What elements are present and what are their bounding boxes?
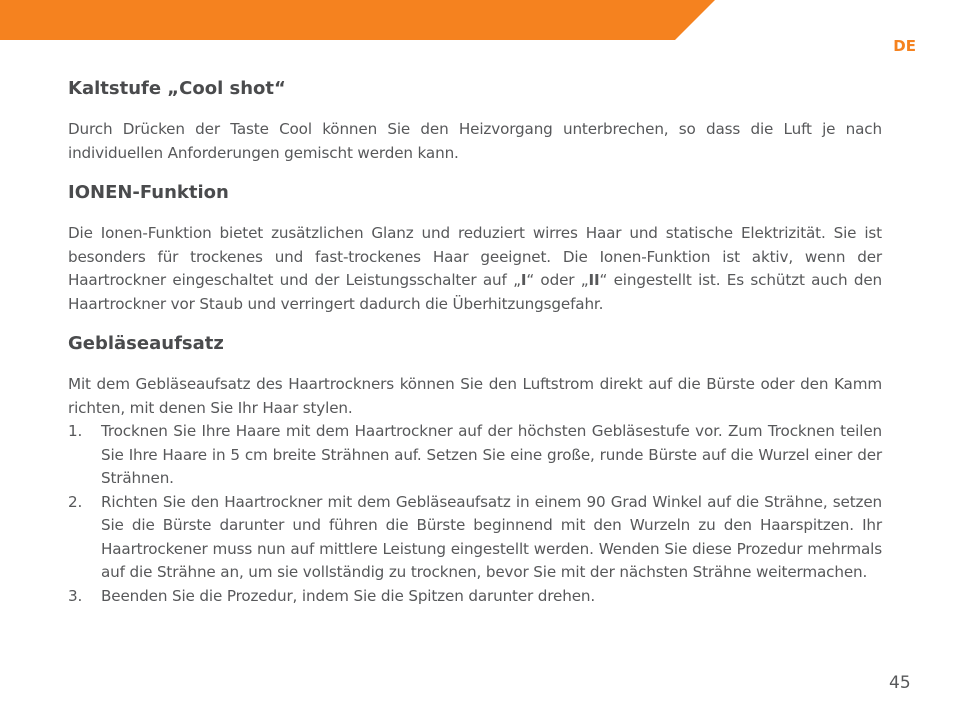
- paragraph-nozzle: Mit dem Gebläseaufsatz des Haartrockners können Sie den Luftstrom direkt auf die Bürste oder den Kamm richten, mit denen Sie Ihr Haar stylen.: [68, 375, 882, 417]
- setting-i: I: [520, 271, 527, 289]
- heading-nozzle: Gebläseaufsatz: [68, 333, 224, 354]
- setting-ii: II: [588, 271, 600, 289]
- orange-header-band: [0, 0, 715, 40]
- step-text: Beenden Sie die Prozedur, indem Sie die Spitzen darunter drehen.: [101, 586, 596, 605]
- page-number: 45: [889, 673, 911, 693]
- manual-content: [68, 75, 882, 608]
- nozzle-steps-list: [68, 420, 882, 608]
- language-indicator: DE: [893, 37, 916, 55]
- step-number: 2.: [68, 492, 83, 511]
- heading-cool-shot: Kaltstufe „Cool shot“: [68, 78, 286, 99]
- list-item: [68, 491, 882, 585]
- list-item: [68, 420, 882, 491]
- ion-text-part-3: “ eingestellt ist. Es schützt auch den Haartrockner vor Staub und verringert dadurch die Überhitzungsgefahr.: [68, 271, 882, 313]
- step-number: 3.: [68, 586, 83, 605]
- ion-text-part-1: Die Ionen-Funktion bietet zusätzlichen Glanz und reduziert wirres Haar und statische Elektrizität. Sie ist besonders für trockenes und fast-trockenes Haar geeignet. Die Ionen-Funktion ist aktiv, wenn der Haartrockner eingeschaltet und der Leistungsschalter auf „: [68, 224, 882, 289]
- step-number: 1.: [68, 422, 83, 440]
- ion-text-part-2: “ oder „: [526, 271, 589, 289]
- step-text: Richten Sie den Haartrockner mit dem Gebläseaufsatz in einem 90 Grad Winkel auf die Strähne, setzen Sie die Bürste darunter und führen die Bürste beginnend mit den Wurzeln zu den Haarspitzen. Ihr Haartrockener muss nun auf mittlere Leistung eingestellt werden. Wenden Sie diese Prozedur mehrmals auf die Strähne an, um sie vollständig zu trocknen, bevor Sie mit der nächsten Strähne weitermachen.: [101, 492, 882, 581]
- paragraph-ion-function: [68, 222, 882, 316]
- step-text: Trocknen Sie Ihre Haare mit dem Haartrockner auf der höchsten Gebläsestufe vor. Zum Trocknen teilen Sie Ihre Haare in 5 cm breite Strähnen auf. Setzen Sie eine große, runde Bürste auf die Wurzel einer der Strähnen.: [101, 422, 882, 487]
- paragraph-cool-shot: Durch Drücken der Taste Cool können Sie den Heizvorgang unterbrechen, so dass die Luft je nach individuellen Anforderungen gemischt werden kann.: [68, 120, 882, 162]
- heading-ion-function: IONEN-Funktion: [68, 182, 229, 203]
- list-item: [68, 585, 882, 609]
